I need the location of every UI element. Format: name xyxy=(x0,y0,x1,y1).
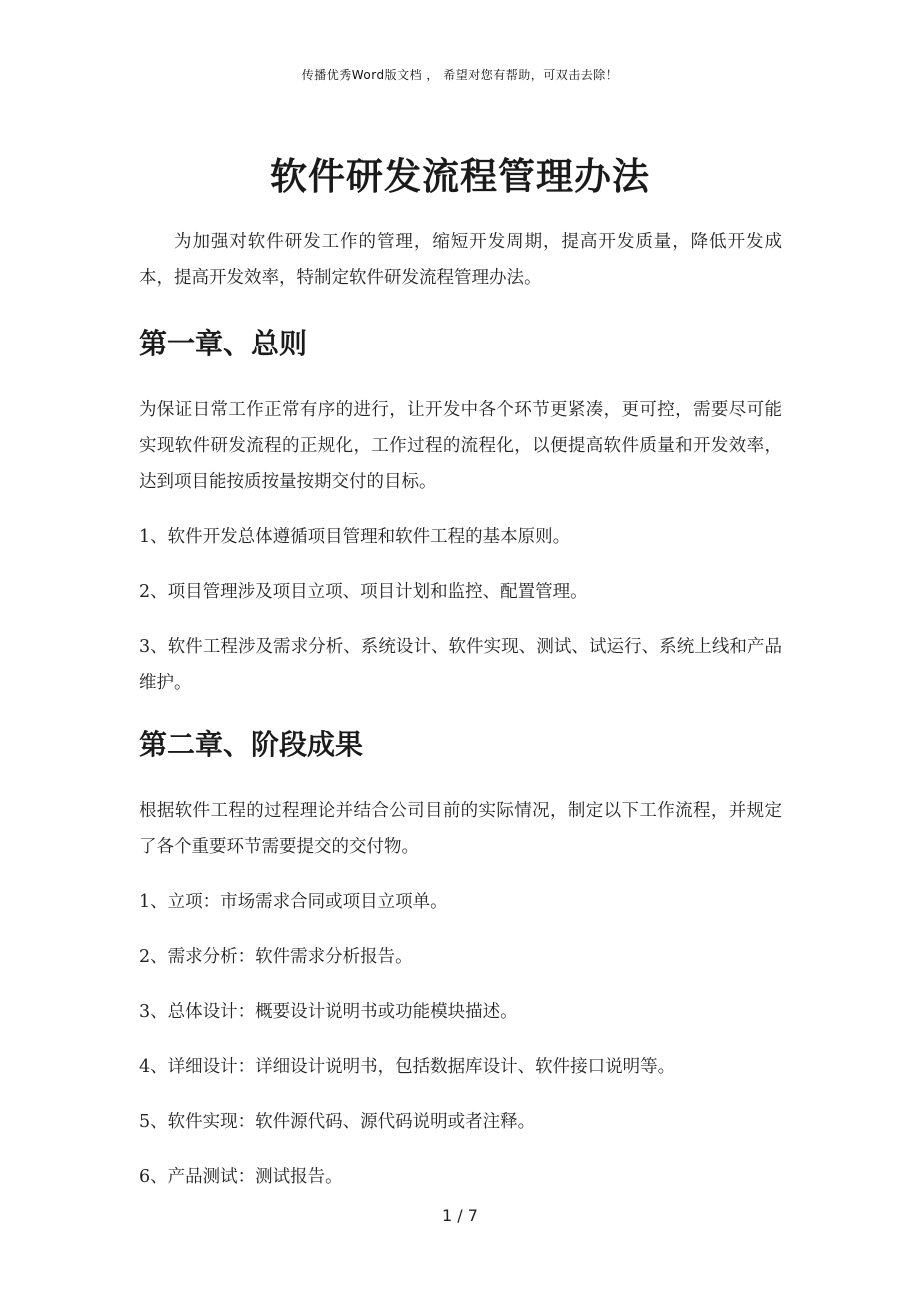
chapter-1-paragraph: 为保证日常工作正常有序的进行，让开发中各个环节更紧凑，更可控，需要尽可能实现软件研发流程的正规化，工作过程的流程化，以便提高软件质量和开发效率，达到项目能按质按量按期交付的目标。 xyxy=(139,400,782,492)
chapter-2-item-1: 1、立项：市场需求合同或项目立项单。 xyxy=(139,892,448,912)
chapter-2-item-2: 2、需求分析：软件需求分析报告。 xyxy=(139,947,413,967)
chapter-2-item-5: 5、软件实现：软件源代码、源代码说明或者注释。 xyxy=(139,1112,536,1132)
chapter-1-item-2: 2、项目管理涉及项目立项、项目计划和监控、配置管理。 xyxy=(139,582,588,602)
page-indicator: 1 / 7 xyxy=(442,1206,478,1225)
header-note: 传播优秀Word版文档 ， 希望对您有帮助，可双击去除！ xyxy=(301,68,619,82)
chapter-1-heading: 第一章、总则 xyxy=(139,327,308,360)
document-body xyxy=(139,224,782,1195)
document-title: 软件研发流程管理办法 xyxy=(270,155,650,198)
chapter-2-item-4: 4、详细设计：详细设计说明书，包括数据库设计、软件接口说明等。 xyxy=(139,1057,676,1077)
chapter-1-item-3: 3、软件工程涉及需求分析、系统设计、软件实现、测试、试运行、系统上线和产品维护。 xyxy=(139,637,782,693)
intro-paragraph: 为加强对软件研发工作的管理，缩短开发周期，提高开发质量，降低开发成本，提高开发效率，特制定软件研发流程管理办法。 xyxy=(139,232,782,288)
chapter-2-item-3: 3、总体设计：概要设计说明书或功能模块描述。 xyxy=(139,1002,518,1022)
chapter-2-heading: 第二章、阶段成果 xyxy=(139,728,364,761)
chapter-1-item-1: 1、软件开发总体遵循项目管理和软件工程的基本原则。 xyxy=(139,527,571,547)
chapter-2-item-6: 6、产品测试：测试报告。 xyxy=(139,1167,343,1187)
chapter-2-paragraph: 根据软件工程的过程理论并结合公司目前的实际情况，制定以下工作流程，并规定了各个重要环节需要提交的交付物。 xyxy=(139,801,782,857)
